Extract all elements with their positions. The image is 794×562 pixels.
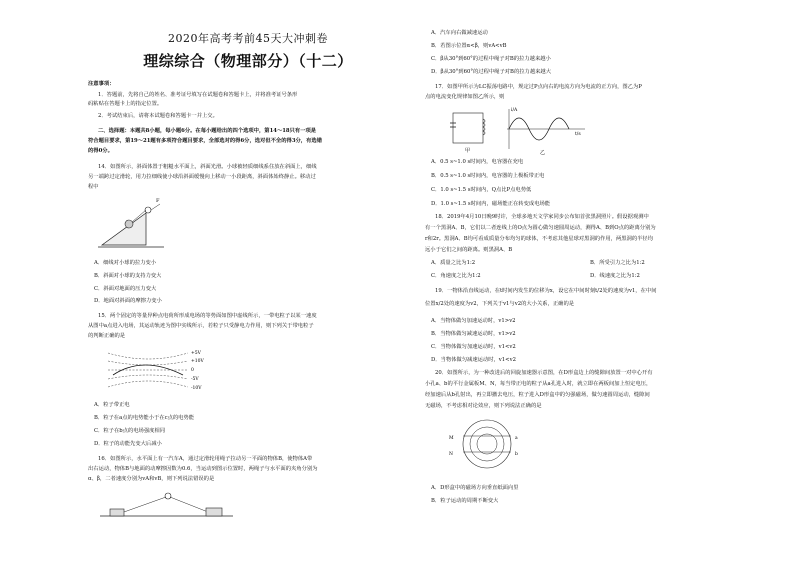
question-stem: 无磁场，不考虑相对论效应，则下列说法正确的是 (425, 403, 542, 409)
option: C．β从30°到60°的过程中绳子对B的拉力越来越小 (431, 56, 551, 62)
option: B．所受引力之比为1:2 (590, 260, 645, 266)
question-stem: 20．如图所示，为一种改进后的回旋加速器示意图，在D形盒边上的缝隙间放置一对中心开有 (435, 370, 653, 376)
option: A．D形盒中的磁场方向垂直纸面向里 (431, 485, 519, 491)
force-label: F (156, 198, 160, 204)
question-stem: 小孔a、b的平行金属板M、N，每当带正电的粒子从a孔进入时，就立即在两板间加上恒定电压， (425, 381, 652, 387)
option: D．地面对斜面的摩擦力变小 (94, 298, 162, 304)
q15-figure (98, 345, 228, 395)
option: D．线速度之比为1:2 (590, 273, 640, 279)
option: D．1.0 s~1.5 s时间内，磁场能正在转变成电场能 (431, 201, 551, 207)
svg-text:-5V: -5V (191, 377, 199, 382)
svg-text:0: 0 (191, 368, 194, 373)
svg-text:a: a (515, 436, 518, 441)
svg-text:b: b (515, 452, 518, 457)
svg-text:M: M (449, 436, 454, 441)
notice-item: 1．答题前，先将自己的姓名、准考证号填写在试题卷和答题卡上，并将准考证号条形 (98, 92, 298, 98)
question-stem: 18．2019年4月10日晚9时许，全球多地天文学家同步公布如首张黑洞照片。假设据观测中 (435, 214, 649, 220)
option: B．粒子运动的周期不断变大 (431, 498, 499, 504)
q14-figure (96, 195, 166, 250)
svg-text:t/s: t/s (575, 132, 581, 137)
question-stem: 点的电流变化规律如图乙所示，则 (425, 94, 505, 100)
svg-text:-10V: -10V (191, 386, 202, 391)
option: B．粒子在a点的电势能小于在c点的电势能 (94, 415, 195, 421)
question-stem: 远小于它们之间的距离。则黑洞A、B (425, 247, 513, 253)
option: A．细线对小球的拉力变小 (94, 260, 157, 266)
option: B．若图示位置α<β，则vA<vB (431, 43, 507, 49)
option: D．粒子的动能先变大后减小 (94, 441, 162, 447)
question-stem: 位置x/2处的速度为v2，下列关于v1与v2的大小关系，正确的是 (425, 301, 575, 307)
question-stem: 另一端跨过定滑轮，用力拉细线使小球沿斜面缓慢向上移动一小段距离，斜面体始终静止。移动过 (88, 174, 316, 180)
option: A．汽车向右做减速运动 (431, 30, 488, 36)
svg-text:i/A: i/A (511, 108, 518, 113)
option: A．粒子带正电 (94, 402, 130, 408)
question-stem: 有一个黑洞A、B，它们以二者连线上的O点为圆心做匀速圆周运动，测得A、B到O点的距离分别为 (425, 225, 656, 231)
question-stem: 14．如图所示，斜面体置于粗糙水平面上，斜面光滑。小球被轻质细线系住放在斜面上，细线 (98, 164, 317, 170)
option: B．斜面对小球的支持力变大 (94, 273, 162, 279)
page-subtitle: 理综综合（物理部分）（十二） (143, 52, 353, 70)
question-stem: 的判断正确的是 (88, 333, 126, 339)
q16-figure (98, 490, 238, 520)
option: C．斜面对地面的压力变大 (94, 286, 157, 292)
section-heading: 二、选择题：本题共8小题，每小题6分。在每小题给出的四个选项中，第14～18只有一项是 (98, 128, 317, 134)
question-stem: α、β，二者速度分别为vA和vB，则下列说法错误的是 (88, 476, 215, 482)
option: B．0.5 s~1.0 s时间内，电容器的上极板带正电 (431, 173, 545, 179)
option: C．粒子在b点的电场强度相同 (94, 428, 166, 434)
option: C．1.0 s~1.5 s时间内，Q点比P点电势低 (431, 187, 532, 193)
page-title: 2020年高考考前45天大冲刺卷 (168, 32, 328, 45)
svg-text:乙: 乙 (540, 150, 546, 155)
question-stem: 15．两个固定的等量异种点电荷所形成电场的等势面如图中虚线所示，一带电粒子以某一速度 (98, 313, 317, 319)
question-stem: 经加速后从b孔射出，再立即撤去电压，粒子进入D形盒中的匀强磁场，做匀速圆周运动，缝隙间 (425, 392, 650, 398)
q17-figure (445, 105, 595, 155)
question-stem: 从图中a点进入电场，其运动轨迹为图中实线所示，若粒子只受静电力作用，则下列关于带电粒子 (88, 323, 314, 329)
option: A．质量之比为1:2 (431, 260, 476, 266)
svg-text:+5V: +5V (191, 351, 201, 356)
notice-item: 码粘贴在答题卡上的指定位置。 (88, 101, 163, 107)
option: A．0.5 s~1.0 s时间内，电容器在充电 (431, 159, 524, 165)
section-heading: 符合题目要求，第19～21题有多项符合题目要求，全部选对的得6分，选对但不全的得3分，有选错 (88, 138, 322, 144)
question-stem: 程中 (88, 184, 99, 190)
notice-heading: 注意事项： (88, 81, 115, 87)
option: A．当物体做匀加速运动时，v1>v2 (431, 318, 516, 324)
question-stem: 17．如图甲所示为LC振荡电路中，规定过P点向右的电流方向为电流的正方向，图乙为P (435, 84, 642, 90)
question-stem: 16．如图所示，水平面上有一汽车A，通过定滑轮用绳子拉动另一平面的物体B，使物体A带 (98, 456, 313, 462)
question-stem: r和2r。黑洞A、B均可看成质量分布均匀的球体，不考虑其他星球对黑洞的作用，两黑洞的半径均 (425, 236, 654, 242)
q20-figure (445, 416, 545, 472)
svg-text:+10V: +10V (191, 359, 204, 364)
section-heading: 的得0分。 (88, 148, 113, 154)
option: D．当物体做匀减速运动时，v1<v2 (431, 357, 516, 363)
option: D．β从30°到60°的过程中绳子对B的拉力越来越大 (431, 69, 552, 75)
question-stem: 19．一物体沿直线运动，在t时间内发生的位移为x，设它在中间时刻t/2处的速度为v1，在中间 (435, 288, 657, 294)
question-stem: 出右运动，物体B与地面的动摩擦因数为0.6，当运动到图示位置时，两绳子与水平面的夹角分别为 (88, 466, 318, 472)
svg-text:N: N (449, 452, 453, 457)
option: B．当物体做匀减速运动时，v1>v2 (431, 331, 516, 337)
option: C．角速度之比为1:2 (431, 273, 481, 279)
svg-text:甲: 甲 (465, 148, 471, 154)
option: C．当物体做匀加速运动时，v1<v2 (431, 344, 516, 350)
notice-item: 2．考试结束后，请将本试题卷和答题卡一并上交。 (98, 113, 218, 119)
